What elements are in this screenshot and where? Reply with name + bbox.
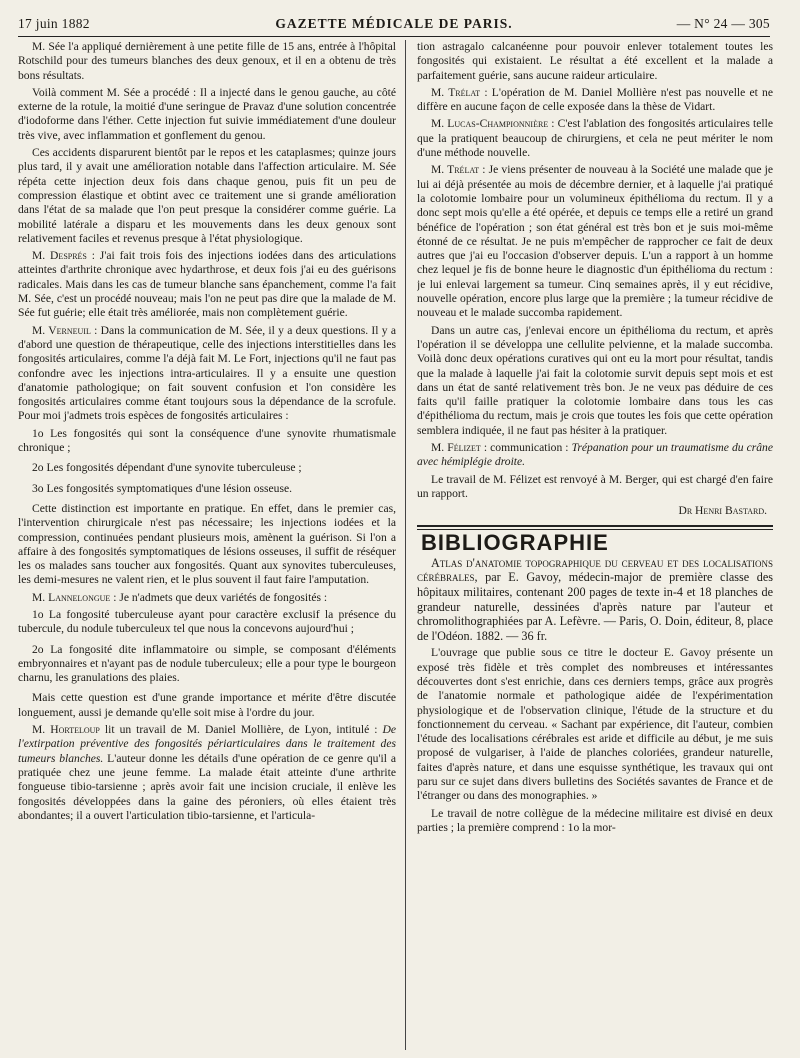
book-title: Atlas d'anatomie topographique du cerveau et des localisations cérébrales,: [417, 555, 773, 585]
list-item: 1o La fongosité tuberculeuse ayant pour caractère exclusif la présence du tubercule, du nodule tuberculeux tel que nous la concevons aujourd'hui ;: [18, 607, 396, 636]
speaker-paragraph: M. Verneuil : Dans la communication de M. Sée, il y a deux questions. Il y a d'abord une question de thérapeutique, celle des injections interstitielles dans les fongosités articulaires, comme l'a déjà fait M. Le Fort, injections qu'il ne faut pas confondre avec les injections intra-articulaires. Il y a ensuite une question d'anatomie pathologique; on fait souvent confusion et l'on considère les fongosités articulaires comme étant toujours sous la dépendance de la scrofule. Pour moi j'admets trois espèces de fongosités articulaires :: [18, 323, 396, 423]
journal-title: GAZETTE MÉDICALE DE PARIS.: [275, 16, 513, 31]
speaker-paragraph: M. Després : J'ai fait trois fois des injections iodées dans des articulations atteintes d'arthrite chronique avec hydarthrose, et deux fois j'ai eu des guérisons radicales. Mais dans les cas de tumeur blanche sans épanchement, comme l'a fait M. Sée, c'est un procédé nouveau; mais l'on ne peut pas dire que la malade de M. Sée fut guérie; elle était très améliorée, mais non complètement guérie.: [18, 249, 396, 320]
paragraph: tion astragalo calcanéenne pour pouvoir enlever totalement toutes les fongosités qui existaient. Le résultat a été excellent et la malade a parfaitement guérie, sans aucune raideur articulaire.: [417, 40, 773, 82]
speaker-paragraph: M. Lannelongue : Je n'admets que deux variétés de fongosités :: [32, 590, 328, 604]
list-item: 3o Les fongosités symptomatiques d'une lésion osseuse.: [32, 481, 293, 495]
speaker-paragraph: M. Trélat : Je viens présenter de nouveau à la Société une malade que je lui ai déjà présentée au mois de décembre dernier, et à laquelle j'ai pratiqué la colotomie lombaire pour un volumineux épithélioma du rectum. Il y a donc sept mois qu'elle a été opérée, et depuis ce temps elle a retiré un grand bénéfice de l'opération ; son état général est très bon et je suis moi-même étonné de ce résultat. Je ne puis m'empêcher de rapprocher ce fait de deux autres que j'ai eu l'occasion d'observer depuis. L'un a rapport à un homme chez lequel je fis de bonne heure le diagnostic d'un épithélioma du rectum : je lui enlevai largement sa tumeur. Cinq semaines après, il y eut récidive, nouvelle opération, encore plus large que la première ; la tumeur récidive de nouveau et le malade succomba rapidement.: [417, 163, 773, 320]
speaker-name: M. Trélat: [431, 85, 481, 99]
speaker-paragraph: M. Félizet : communication : Trépanation pour un traumatisme du crâne avec hémiplégie droite.: [417, 441, 773, 469]
list-item: 1o Les fongosités qui sont la conséquence d'une synovite rhumatismale chronique ;: [18, 426, 396, 455]
speaker-name: M. Trélat: [431, 163, 480, 177]
bibliography-entry: Atlas d'anatomie topographique du cerveau et des localisations cérébrales, par E. Gavoy, médecin-major de première classe des hôpitaux militaires, contenant 200 pages de texte in-4 et 18 planches de grandeur naturelle, dessinées d'après nature par l'auteur et chromolithographiées par A. Lefèvre. — Paris, O. Doin, éditeur, 8, place de l'Odéon. 1882. — 36 fr.: [417, 555, 773, 643]
paragraph: Ces accidents disparurent bientôt par le repos et les cataplasmes; quinze jours plus tard, il y avait une amélioration notable dans l'affection articulaire. M. Sée répéta cette injection deux fois dans chaque genou, puis fit un peu de compression élastique et obtint avec ce traitement une si grande amélioration dans l'état de sa malade que l'on peut presque la considérer comme guérie. La mobilité latérale a disparu et les mouvements dans les deux genoux sont relativement faciles et revenus presque à l'état physiologique.: [18, 146, 396, 245]
paragraph: M. Sée l'a appliqué dernièrement à une petite fille de 15 ans, entrée à l'hôpital Rotschild pour des tumeurs blanches des deux genoux, et il en a obtenu de très bons résultats.: [18, 40, 396, 82]
speaker-name: M. Lannelongue: [32, 590, 111, 604]
issue-date: 17 juin 1882: [18, 16, 90, 31]
header-rule: [18, 36, 770, 37]
left-column: [18, 40, 396, 1048]
list-item: 2o La fongosité dite inflammatoire ou simple, se composant d'éléments embryonnaires et n'ayant pas de nodule tuberculeux; elle a pour type le bourgeon charnu, les granulations des plaies.: [18, 642, 396, 685]
paragraph: Mais cette question est d'une grande importance et mérite d'être discutée longuement, aussi je demande qu'elle soit mise à l'ordre du jour.: [18, 691, 396, 719]
speaker-paragraph: M. Horteloup lit un travail de M. Daniel Mollière, de Lyon, intitulé : De l'extirpation préventive des fongosités périarticulaires dans le traitement des tumeurs blanches. L'auteur donne les détails d'une opération de ce genre qu'il a pratiquée chez une jeune femme. La malade était atteinte d'une arthrite fongueuse tibio-tarsienne ; après avoir fait une incision cruciale, il enlève les fongosités développées dans la gaine des péroniers, où elles étaient très abondantes; il a ouvert l'articulation tibio-tarsienne, et l'articula-: [18, 723, 396, 822]
variety-list: [18, 608, 396, 685]
paragraph: Le travail de notre collègue de la médecine militaire est divisé en deux parties ; la première comprend : 1o la mor-: [417, 806, 773, 834]
paragraph: Le travail de M. Félizet est renvoyé à M. Berger, qui est chargé d'en faire un rapport.: [417, 472, 773, 500]
speaker-name: M. Félizet: [431, 441, 481, 455]
fongosity-list: [18, 427, 396, 496]
paragraph: Cette distinction est importante en pratique. En effet, dans le premier cas, l'intervention chirurgicale n'est pas nécessaire; les injections iodées et la compression, continuées pendant plusieurs mois, amènent la guérison. Si l'on a affaire à des fongosités symptomatiques de lésions osseuses, il suffit de réséquer les os malades sans toucher aux fongosités. Quant aux synovites tuberculeuses, les demi-mesures ne valent rien, et le plus souvent il faut faire l'amputation.: [18, 501, 396, 587]
paragraph: Dans un autre cas, j'enlevai encore un épithélioma du rectum, et après l'opération il se développa une cellulite pelvienne, et la malade succomba. Voilà donc deux opérations curatives qui ont eu la mort pour résultat, tandis que la malade à laquelle j'ai fait la colotomie survit depuis sept mois et est dans un état de santé relativement très bon. Je ne veux pas déduire de ces faits qu'il faille pratiquer la colotomie lombaire dans tous les cas d'épithélioma du rectum, mais je crois que toutes les fois que cette opération semblera indiquée, il ne faut pas hésiter à la pratiquer.: [417, 323, 773, 437]
section-heading: BIBLIOGRAPHIE: [421, 529, 609, 555]
list-item: 2o Les fongosités dépendant d'une synovite tuberculeuse ;: [32, 461, 302, 475]
section-rule: [417, 525, 773, 527]
speaker-name: M. Horteloup: [32, 723, 100, 737]
speaker-paragraph: M. Lucas-Championnière : C'est l'ablation des fongosités articulaires telle que la pratiquent beaucoup de chirurgiens, et cela ne peut mériter le nom d'une méthode nouvelle.: [417, 117, 773, 160]
author-signature: Dr Henri Bastard.: [678, 504, 767, 518]
column-divider: [405, 40, 406, 1050]
issue-page-number: — N° 24 — 305: [676, 16, 770, 31]
speaker-name: M. Verneuil: [32, 323, 91, 337]
speaker-name: M. Lucas-Championnière: [431, 117, 549, 131]
work-title: De l'extirpation préventive des fongosités périarticulaires dans le traitement des tumeurs blanches.: [18, 723, 396, 765]
running-header: [18, 14, 770, 36]
paragraph: Voilà comment M. Sée a procédé : Il a injecté dans le genou gauche, au côté externe de la rotule, la moitié d'une seringue de Pravaz d'une solution concentrée d'iodoforme dans l'éther. Cette injection fut suivie immédiatement d'une douleur très vive, avec inflammation et gonflement du genou.: [18, 85, 396, 142]
speaker-paragraph: M. Trélat : L'opération de M. Daniel Mollière n'est pas nouvelle et ne diffère en aucune façon de celle exposée dans la thèse de Vidart.: [417, 85, 773, 114]
paragraph: L'ouvrage que publie sous ce titre le docteur E. Gavoy présente un exposé très fidèle et très complet des nombreuses et intéressantes découvertes dont s'est enrichie, dans ces derniers temps, grâce aux progrès de l'anatomie normale et pathologique aidée de l'expérimentation physiologique et de l'observation clinique, l'étude de la structure et du fonctionnement du cerveau. « Sachant par expérience, dit l'auteur, combien l'étude des localisations cérébrales est aride et difficile au début, je me suis proposé de vulgariser, à l'aide de planches coloriées, grandeur naturelle, faites d'après nature, et dans une esquisse synthétique, les travaux qui ont paru sur ce sujet dans divers bulletins des Sociétés savantes de France et de l'étranger ou dans des monographies. »: [417, 646, 773, 803]
speaker-name: M. Després: [32, 249, 87, 263]
right-column: [417, 40, 773, 1048]
work-title: Trépanation pour un traumatisme du crâne avec hémiplégie droite.: [417, 441, 773, 469]
